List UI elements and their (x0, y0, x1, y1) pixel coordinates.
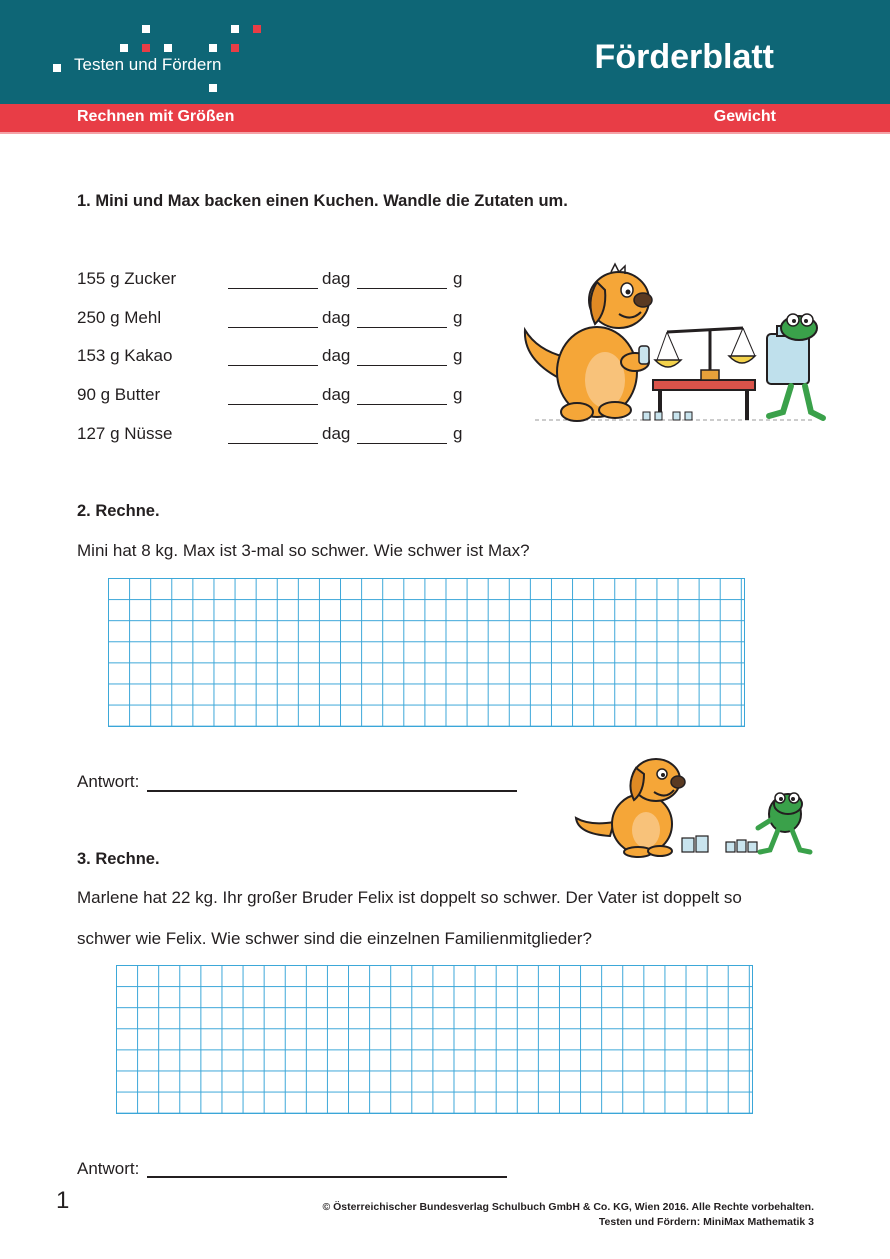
ingredient-label: 90 g Butter (77, 385, 161, 404)
conversion-row (77, 424, 477, 448)
logo-square-icon (120, 44, 128, 52)
g-blank[interactable] (357, 404, 447, 405)
subheader-shadow (0, 132, 890, 134)
subtopic-label: Gewicht (713, 108, 776, 125)
logo-square-icon (209, 44, 217, 52)
g-blank[interactable] (357, 288, 447, 289)
series-label: Testen und Fördern: MiniMax Mathematik 3 (598, 1216, 814, 1228)
dag-unit: dag (322, 424, 351, 443)
g-unit: g (453, 424, 463, 443)
logo-text: Testen und Fördern (74, 55, 222, 74)
dag-blank[interactable] (228, 327, 318, 328)
dog-scale-frog-illustration (515, 262, 830, 432)
dag-blank[interactable] (228, 404, 318, 405)
task2-heading: 2. Rechne. (77, 502, 160, 520)
logo-square-icon (164, 44, 172, 52)
g-unit: g (453, 308, 463, 327)
calculation-grid[interactable] (116, 965, 753, 1114)
logo-square-icon (231, 25, 239, 33)
conversion-row (77, 269, 477, 293)
answer-line[interactable] (147, 790, 517, 792)
dog-frog-weights-illustration (570, 756, 820, 858)
answer-line[interactable] (147, 1176, 507, 1178)
ingredient-label: 250 g Mehl (77, 308, 162, 327)
logo-square-icon (142, 25, 150, 33)
logo-square-icon (253, 25, 261, 33)
page-title: Förderblatt (594, 38, 774, 76)
conversion-row (77, 308, 477, 332)
task2-text: Mini hat 8 kg. Max ist 3-mal so schwer. Wie schwer ist Max? (77, 541, 530, 560)
ingredient-label: 127 g Nüsse (77, 424, 173, 443)
answer-label: Antwort: (77, 1159, 140, 1178)
dag-unit: dag (322, 346, 351, 365)
task3-text-line2: schwer wie Felix. Wie schwer sind die einzelnen Familienmitglieder? (77, 929, 592, 948)
copyright-notice: © Österreichischer Bundesverlag Schulbuch GmbH & Co. KG, Wien 2016. Alle Rechte vorbehalten. (322, 1201, 814, 1213)
conversion-row (77, 385, 477, 409)
logo-square-icon (53, 64, 61, 72)
dag-unit: dag (322, 385, 351, 404)
task1-heading: 1. Mini und Max backen einen Kuchen. Wandle die Zutaten um. (77, 192, 568, 210)
page-number: 1 (56, 1187, 70, 1214)
conversion-row (77, 346, 477, 370)
topic-label: Rechnen mit Größen (77, 108, 235, 125)
answer-label: Antwort: (77, 772, 140, 791)
dag-unit: dag (322, 308, 351, 327)
g-blank[interactable] (357, 327, 447, 328)
logo-square-icon (209, 84, 217, 92)
logo-square-icon (142, 44, 150, 52)
calculation-grid[interactable] (108, 578, 745, 727)
ingredient-label: 153 g Kakao (77, 346, 173, 365)
g-unit: g (453, 269, 463, 288)
dag-blank[interactable] (228, 443, 318, 444)
g-unit: g (453, 346, 463, 365)
logo-square-icon (231, 44, 239, 52)
g-blank[interactable] (357, 365, 447, 366)
task3-text-line1: Marlene hat 22 kg. Ihr großer Bruder Felix ist doppelt so schwer. Der Vater ist doppelt so (77, 888, 742, 907)
ingredient-label: 155 g Zucker (77, 269, 177, 288)
g-unit: g (453, 385, 463, 404)
dag-unit: dag (322, 269, 351, 288)
g-blank[interactable] (357, 443, 447, 444)
dag-blank[interactable] (228, 288, 318, 289)
task3-heading: 3. Rechne. (77, 850, 160, 868)
dag-blank[interactable] (228, 365, 318, 366)
